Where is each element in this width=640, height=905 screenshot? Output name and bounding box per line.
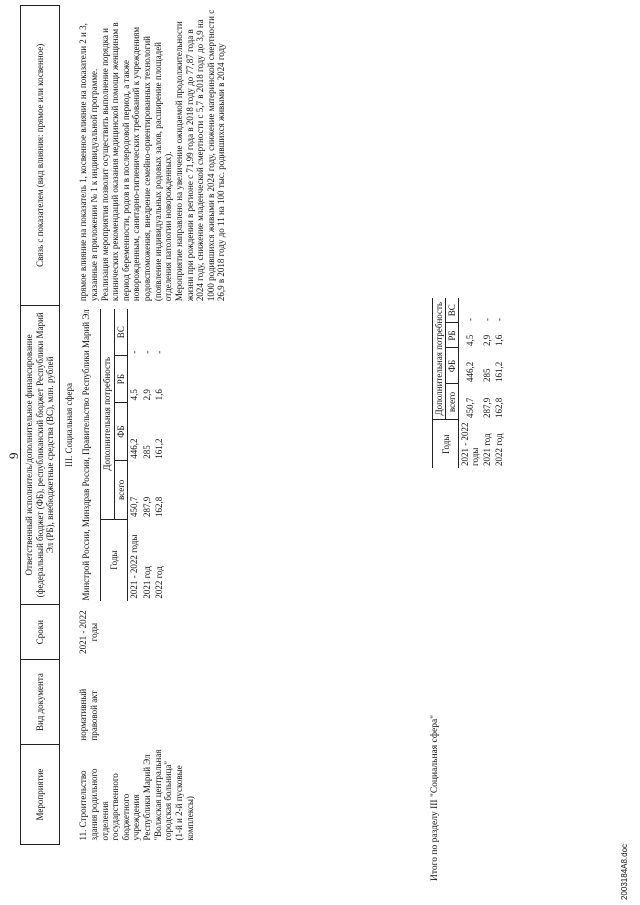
section-total-table <box>432 298 505 468</box>
total-row: 2021 год 287,9 285 2,9 - <box>482 318 492 466</box>
header-row <box>21 6 60 845</box>
finance-vs-header: ВС <box>114 309 128 356</box>
activity-cell <box>76 745 229 845</box>
finance-fb-header: ФБ <box>114 402 128 460</box>
total-additional-header: Дополнительная потребность <box>433 298 446 420</box>
table-row <box>76 6 229 845</box>
header-terms: Сроки <box>21 605 60 660</box>
section-row <box>59 6 76 845</box>
finance-rb-header: РБ <box>114 356 128 403</box>
section-title: III. Социальная сфера <box>63 383 74 467</box>
terms-cell: 2021 - 2022 годы <box>78 610 100 654</box>
section-total-title: Итого по разделу III "Социальная сфера" <box>430 714 440 881</box>
header-activity: Мероприятие <box>21 745 60 845</box>
doc-type-cell: нормативный правовой акт <box>78 688 100 741</box>
link-paragraph: Реализация мероприятия позволит осуществить выполнение порядка и клинических рекомендаций оказания медицинской помощи женщинам в период беременности, родов и в послеродовой период, а также новорожденным, санитарно-гигиенических требований к учреждениям родовспоможения, внедрение семейно-ориентированных технологий (появление индивидуальных родовых залов, расширение площадей отделения патологии новорожденных). <box>99 22 174 302</box>
header-responsible: Ответственный исполнитель/дополнительное финансирование (федеральный бюджет (ФБ), республиканский бюджет Республики Марий Эл (РБ), внебюджетные средства (ВС), млн. рублей <box>21 305 60 605</box>
finance-additional-header: Дополнительная потребность <box>101 309 115 519</box>
total-years-header: Годы <box>433 420 459 468</box>
header-doc-type: Вид документа <box>21 660 60 745</box>
header-link: Связь с показателем (вид влияния: прямое или косвенное) <box>21 6 60 306</box>
link-cell <box>76 6 229 306</box>
responsible-cell <box>76 305 229 605</box>
total-row: 2022 год 162,8 161,2 1,6 - <box>494 318 504 466</box>
link-paragraph: прямое влияние на показатель 1, косвенное влияние на показатели 2 и 3, указанные в приложении № 1 к индивидуальной программе. <box>78 23 100 302</box>
finance-table <box>100 309 166 601</box>
row-number: 11. <box>78 829 89 841</box>
finance-row: 2021 - 2022 годы 450,7 446,2 4,5 - <box>129 350 140 599</box>
document-reference: 2003184A8.doc <box>620 843 629 900</box>
activity-text: Строительство здания родильного отделения государственного бюджетного учреждения Республики Марий Эл "Волжская центральная городская больница" (1-й и 2-й пусковые комплексы) <box>78 749 195 841</box>
finance-row: 2022 год 162,8 161,2 1,6 - <box>154 350 165 599</box>
finance-row: 2021 год 287,9 285 2,9 - <box>141 350 152 599</box>
finance-years-header: Годы <box>101 519 128 601</box>
section-total-table-wrap <box>432 298 505 468</box>
total-fb-header: ФБ <box>446 348 459 384</box>
measures-table <box>20 5 229 845</box>
total-total-header: всего <box>446 384 459 420</box>
total-vs-header: ВС <box>446 298 459 323</box>
total-rb-header: РБ <box>446 323 459 348</box>
link-paragraph: Мероприятие направлено на увеличение ожидаемой продолжительности жизни при рождении в регионе с 71,99 года в 2018 году до 77,87 года в 2024 году, снижение младенческой смертности с 5,7 в 2018 году до 3,9 на 1000 родившихся живыми в 2024 году, снижение материнской смертности с 26,9 в 2018 году до 11 на 100 тыс. родившихся живыми в 2024 году <box>173 9 227 302</box>
page-number: 9 <box>6 452 21 459</box>
total-row: 2021 - 2022 годы 450,7 446,2 4,5 - <box>460 318 480 466</box>
finance-total-header: всего <box>114 461 128 519</box>
executors-text: Минстрой России, Минздрав России, Правительство Республики Марий Эл <box>81 309 92 601</box>
